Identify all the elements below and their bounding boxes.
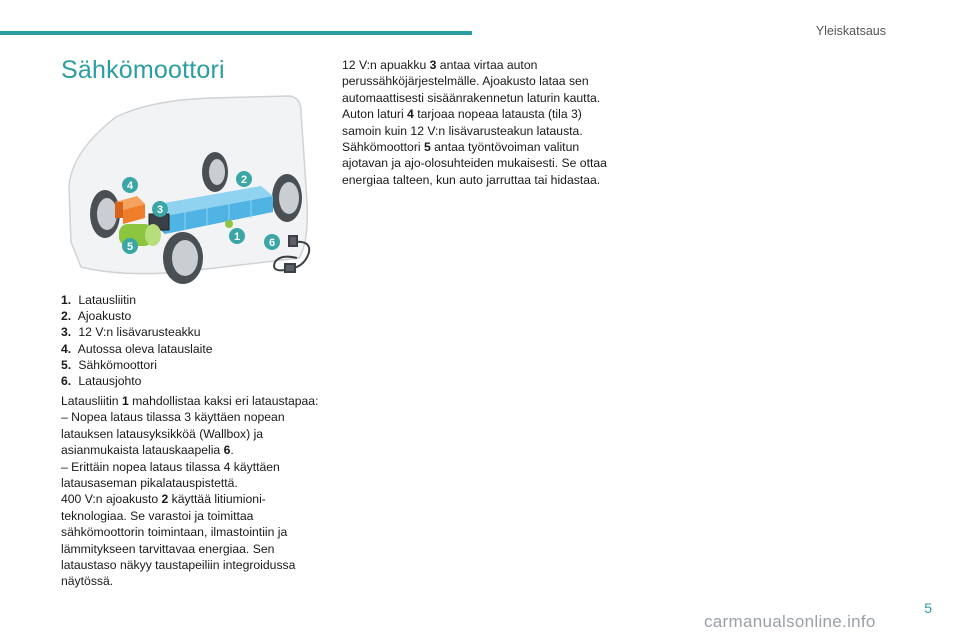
legend-item: 2. Ajoakusto	[61, 309, 132, 324]
svg-text:5: 5	[126, 241, 134, 253]
callout-4	[122, 177, 138, 193]
text-line: – Nopea lataus tilassa 3 käyttäen nopean	[61, 410, 285, 425]
text-line: latauksen latausyksikköä (Wallbox) ja	[61, 426, 264, 441]
page-number: 5	[924, 600, 932, 616]
legend-item: 4. Autossa oleva latauslaite	[61, 341, 213, 356]
legend-item: 5. Sähkömoottori	[61, 357, 157, 372]
svg-text:6: 6	[268, 237, 276, 249]
callout-6	[264, 234, 280, 250]
callout-2	[236, 171, 252, 187]
text-line: näytössä.	[61, 574, 114, 589]
wheel-front-right	[272, 174, 302, 222]
wheel-rear-top	[202, 152, 228, 192]
text-line: samoin kuin 12 V:n lisävarusteakun latausta.	[342, 123, 583, 138]
svg-text:3: 3	[156, 204, 164, 216]
page-title: Sähkömoottori	[61, 56, 225, 84]
text-line: – Erittäin nopea lataus tilassa 4 käyttäen	[61, 459, 280, 474]
charging-port-shape	[225, 220, 233, 228]
text-line: 12 V:n apuakku 3 antaa virtaa auton	[342, 58, 538, 72]
callout-5	[122, 238, 138, 254]
component-legend	[61, 292, 321, 389]
text-line: automaattisesti sisäänrakennetun laturin kautta.	[342, 90, 601, 105]
text-line: Latausliitin 1 mahdollistaa kaksi eri lataustapaa:	[61, 394, 319, 408]
text-line: 400 V:n ajoakusto 2 käyttää litiumioni-	[61, 492, 266, 507]
text-line: lämmitykseen tarvittavaa energiaa. Sen	[61, 541, 275, 556]
legend-item: 6. Latausjohto	[61, 374, 142, 389]
text-line: teknologiaa. Se varastoi ja toimittaa	[61, 508, 254, 523]
section-title: Yleiskatsaus	[815, 24, 886, 38]
text-line: perussähköjärjestelmälle. Ajoakusto lataa sen	[342, 74, 589, 89]
text-line: Auton laturi 4 tarjoaa nopeaa latausta (tila 3)	[342, 107, 582, 122]
watermark[interactable]: carmanualsonline.info	[704, 612, 876, 631]
right-body-text	[342, 57, 612, 188]
legend-item: 3. 12 V:n lisävarusteakku	[61, 325, 201, 340]
text-line: asianmukaista latauskaapelia 6.	[61, 443, 234, 458]
callout-3	[152, 201, 168, 217]
callout-1	[229, 228, 245, 244]
text-line: Sähkömoottori 5 antaa työntövoiman valitun	[342, 140, 580, 155]
text-line: sähkömoottorin toimintaan, ilmastointiin ja	[61, 525, 288, 540]
legend-item: 1. Latausliitin	[61, 293, 136, 307]
text-line: ajotavan ja ajo-olosuhteiden mukaisesti. Se ottaa	[342, 156, 607, 171]
header-accent-bar	[0, 31, 472, 35]
svg-text:4: 4	[126, 180, 134, 192]
text-line: latausaseman pikalatauspistettä.	[61, 476, 238, 491]
text-line: energiaa talteen, kun auto jarruttaa tai hidastaa.	[342, 172, 601, 187]
wheel-front-left	[163, 232, 203, 284]
text-line: lataustaso näkyy taustapeiliin integroidussa	[61, 558, 296, 573]
left-body-text	[61, 393, 331, 590]
svg-text:2: 2	[240, 174, 248, 186]
svg-text:1: 1	[233, 231, 241, 243]
electric-drivetrain-illustration	[61, 92, 319, 284]
